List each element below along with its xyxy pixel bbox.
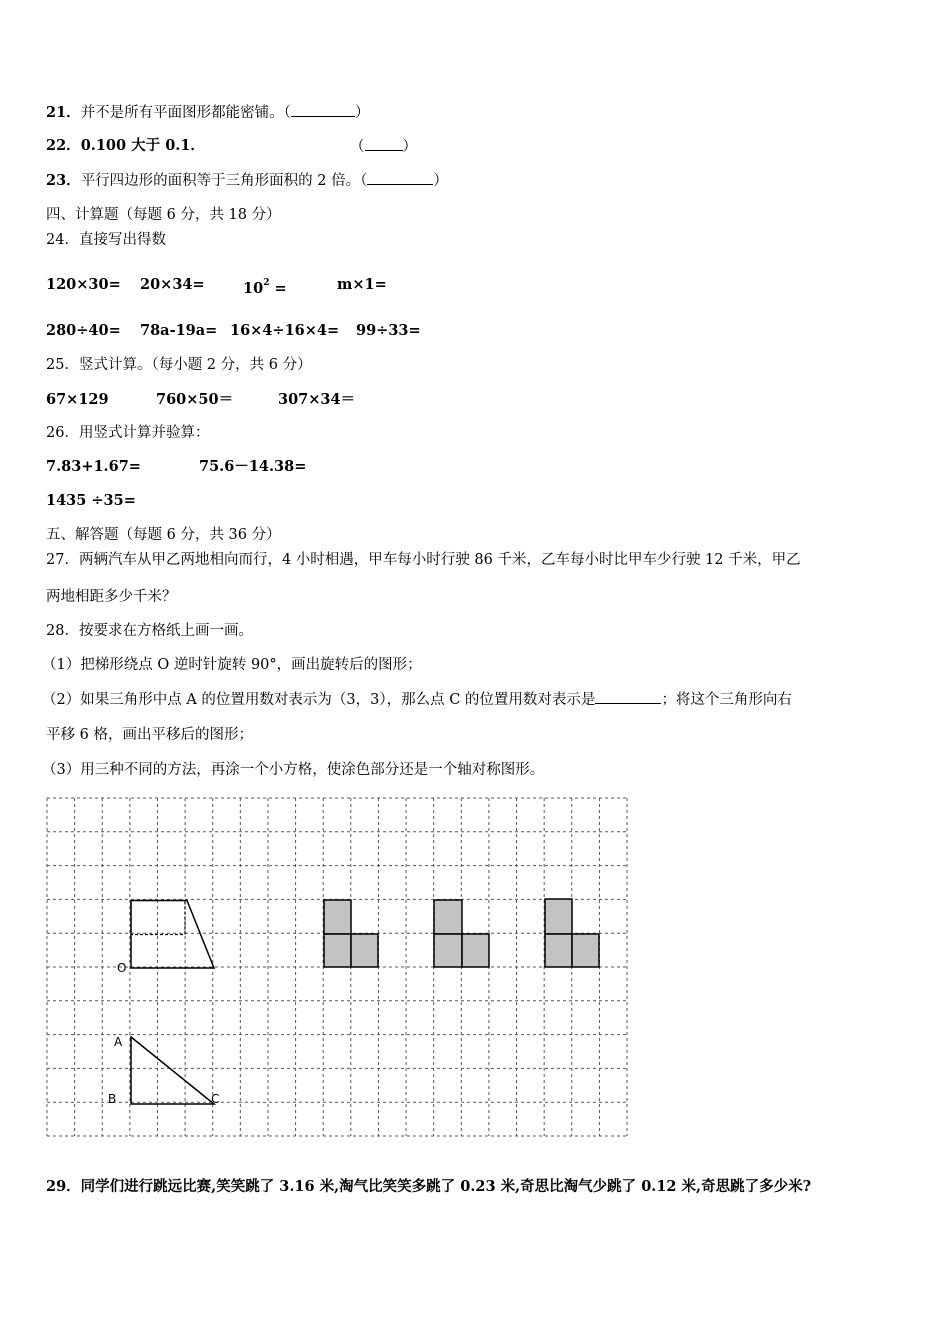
calc-item: 280÷40= [46, 322, 121, 339]
calc-item-power [243, 275, 287, 299]
calc-item: 7.83+1.67= [46, 458, 141, 475]
calc-item: 75.6－14.38= [199, 458, 307, 475]
question-23-number: 23． [46, 172, 81, 189]
question-28-part-1: （1）把梯形绕点 O 逆时针旋转 90°，画出旋转后的图形； [42, 657, 422, 673]
label-c: C [211, 1092, 220, 1106]
question-29: 29．同学们进行跳远比赛,笑笑跳了 3.16 米,淘气比笑笑多跳了 0.23 米,奇思比淘气少跳了 0.12 米,奇思跳了多少米? [46, 1178, 812, 1195]
question-28-part-2-cont: 平移 6 格，画出平移后的图形； [46, 727, 253, 743]
power-equals: = [269, 279, 287, 297]
trapezoid [131, 901, 214, 969]
question-22-number: 22． [46, 137, 81, 154]
question-27-line-2: 两地相距多少千米？ [46, 589, 177, 605]
question-22-text: 0.100 大于 0.1． [80, 137, 205, 154]
question-28-title: 28．按要求在方格纸上画一画。 [46, 623, 253, 639]
question-23-text: 平行四边形的面积等于三角形面积的 2 倍。（ [80, 173, 368, 189]
question-24-title: 24．直接写出得数 [46, 232, 166, 248]
question-27-line-1: 27．两辆汽车从甲乙两地相向而行，4 小时相遇，甲车每小时行驶 86 千米，乙车每小时比甲车少行驶 12 千米，甲乙 [46, 552, 801, 568]
question-22-answer [350, 136, 417, 157]
answer-blank-23[interactable] [367, 170, 433, 185]
question-21-text: 并不是所有平面图形都能密铺。（ [80, 105, 291, 121]
question-21-number: 21． [46, 104, 81, 121]
question-28-part-2-text: （2）如果三角形中点 A 的位置用数对表示为（3，3），那么点 C 的位置用数对表示是 [42, 692, 596, 708]
answer-blank-28[interactable] [595, 689, 661, 704]
label-a: A [114, 1035, 123, 1049]
question-25-title-text: 25．竖式计算。（每小题 2 分，共 6 分） [46, 357, 312, 373]
question-26-title: 26．用竖式计算并验算： [46, 425, 210, 441]
power-base: 10 [243, 279, 264, 297]
question-23 [46, 170, 448, 191]
question-22-open: （ [350, 139, 365, 155]
calc-item: 16×4÷16×4= [230, 322, 340, 339]
triangle-abc [131, 1037, 214, 1104]
shape-2 [434, 900, 489, 967]
shape-3 [545, 899, 599, 967]
shape-1 [324, 900, 378, 967]
calc-item: 78a-19a= [140, 322, 218, 339]
grid-figure[interactable] [46, 797, 631, 1142]
power-exponent: 2 [263, 278, 270, 288]
question-22 [46, 136, 205, 156]
calc-item: 760×50＝ [156, 391, 234, 408]
question-28-part-3: （3）用三种不同的方法，再涂一个小方格，使涂色部分还是一个轴对称图形。 [42, 762, 545, 778]
section-5-title: 五、解答题（每题 6 分，共 36 分） [46, 527, 281, 543]
label-o: O [117, 961, 127, 975]
section-4-title: 四、计算题（每题 6 分，共 18 分） [46, 207, 281, 223]
question-22-close: ） [402, 139, 417, 155]
question-21-close: ） [354, 105, 370, 121]
calc-item: 307×34＝ [278, 391, 356, 408]
calc-item: 67×129 [46, 391, 109, 408]
question-28-part-2 [42, 689, 792, 710]
calc-item: 120×30= [46, 276, 121, 293]
calc-item: 20×34= [140, 276, 205, 293]
calc-item: m×1= [337, 276, 387, 293]
answer-blank-21[interactable] [291, 102, 355, 117]
question-21 [46, 102, 369, 123]
label-b: B [108, 1092, 117, 1106]
answer-blank-22[interactable] [365, 136, 403, 151]
question-28-part-2-tail: ；将这个三角形向右 [661, 692, 792, 708]
calc-item: 99÷33= [356, 322, 421, 339]
question-25-title [46, 355, 312, 375]
calc-item: 1435 ÷35= [46, 492, 136, 509]
question-23-close: ） [433, 173, 448, 189]
